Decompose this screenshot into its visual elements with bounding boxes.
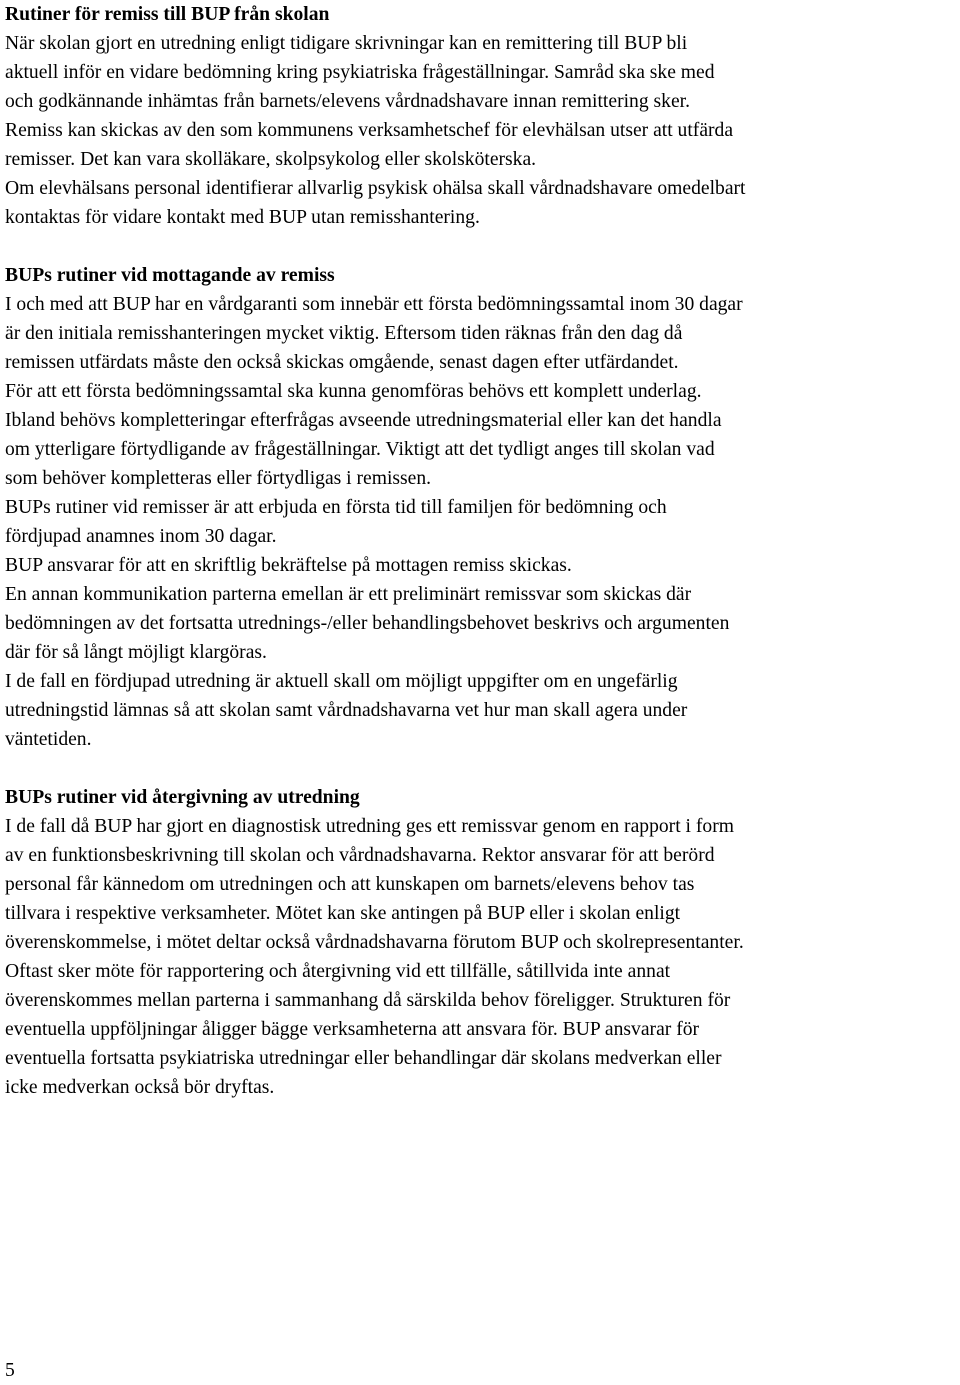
paragraph-line: av en funktionsbeskrivning till skolan och vårdnadshavarna. Rektor ansvarar för att berörd xyxy=(5,845,715,866)
paragraph-line: väntetiden. xyxy=(5,729,92,750)
paragraph-line: I de fall då BUP har gjort en diagnostisk utredning ges ett remissvar genom en rapport i form xyxy=(5,816,734,837)
paragraph-line: utredningstid lämnas så att skolan samt vårdnadshavarna vet hur man skall agera under xyxy=(5,700,688,721)
paragraph-line: Om elevhälsans personal identifierar allvarlig psykisk ohälsa skall vårdnadshavare omedelbart xyxy=(5,178,746,199)
paragraph-line: kontaktas för vidare kontakt med BUP utan remisshantering. xyxy=(5,207,480,228)
paragraph-line: För att ett första bedömningssamtal ska kunna genomföras behövs ett komplett underlag. xyxy=(5,381,702,402)
paragraph-line: överenskommes mellan parterna i sammanhang då särskilda behov föreligger. Strukturen för xyxy=(5,990,731,1011)
paragraph-line: Ibland behövs kompletteringar efterfrågas avseende utredningsmaterial eller kan det handla xyxy=(5,410,722,431)
paragraph-line: BUPs rutiner vid remisser är att erbjuda en första tid till familjen för bedömning och xyxy=(5,497,667,518)
paragraph-line: där för så långt möjligt klargöras. xyxy=(5,642,267,663)
paragraph-line: är den initiala remisshanteringen mycket viktig. Eftersom tiden räknas från den dag då xyxy=(5,323,683,344)
paragraph-line: eventuella uppföljningar åligger bägge verksamheterna att ansvara för. BUP ansvarar för xyxy=(5,1019,700,1040)
paragraph-line: Remiss kan skickas av den som kommunens verksamhetschef för elevhälsan utser att utfärda xyxy=(5,120,734,141)
paragraph-line: Oftast sker möte för rapportering och återgivning vid ett tillfälle, såtillvida inte annat xyxy=(5,961,671,982)
paragraph-line: som behöver kompletteras eller förtydligas i remissen. xyxy=(5,468,432,489)
paragraph-line: tillvara i respektive verksamheter. Mötet kan ske antingen på BUP eller i skolan enligt xyxy=(5,903,681,924)
paragraph-line: och godkännande inhämtas från barnets/elevens vårdnadshavare innan remittering sker. xyxy=(5,91,690,112)
paragraph-line: remissen utfärdats måste den också skickas omgående, senast dagen efter utfärdandet. xyxy=(5,352,679,373)
section-heading: Rutiner för remiss till BUP från skolan xyxy=(5,4,330,25)
section-mottagande-av-remiss xyxy=(5,261,957,754)
paragraph-line: En annan kommunikation parterna emellan är ett preliminärt remissvar som skickas där xyxy=(5,584,692,605)
paragraph-line: icke medverkan också bör dryftas. xyxy=(5,1077,275,1098)
document-page xyxy=(5,0,957,1102)
paragraph-line: remisser. Det kan vara skolläkare, skolpsykolog eller skolsköterska. xyxy=(5,149,537,170)
paragraph-line: överenskommelse, i mötet deltar också vårdnadshavarna förutom BUP och skolrepresentanter. xyxy=(5,932,744,953)
paragraph-line: personal får kännedom om utredningen och att kunskapen om barnets/elevens behov tas xyxy=(5,874,695,895)
paragraph-line: bedömningen av det fortsatta utrednings-/eller behandlingsbehovet beskrivs och argumenten xyxy=(5,613,730,634)
paragraph-line: aktuell inför en vidare bedömning kring psykiatriska frågeställningar. Samråd ska ske med xyxy=(5,62,715,83)
paragraph-line: eventuella fortsatta psykiatriska utredningar eller behandlingar där skolans medverkan eller xyxy=(5,1048,722,1069)
section-atergivning-av-utredning xyxy=(5,783,957,1102)
section-heading: BUPs rutiner vid mottagande av remiss xyxy=(5,265,335,286)
paragraph-line: I de fall en fördjupad utredning är aktuell skall om möjligt uppgifter om en ungefärlig xyxy=(5,671,678,692)
paragraph-line: om ytterligare förtydligande av frågeställningar. Viktigt att det tydligt anges till skolan vad xyxy=(5,439,715,460)
paragraph-line: I och med att BUP har en vårdgaranti som innebär ett första bedömningssamtal inom 30 dagar xyxy=(5,294,743,315)
paragraph-line: fördjupad anamnes inom 30 dagar. xyxy=(5,526,277,547)
paragraph-line: BUP ansvarar för att en skriftlig bekräftelse på mottagen remiss skickas. xyxy=(5,555,572,576)
paragraph-line: När skolan gjort en utredning enligt tidigare skrivningar kan en remittering till BUP bli xyxy=(5,33,688,54)
page-number: 5 xyxy=(5,1360,15,1381)
section-remiss-fran-skolan xyxy=(5,0,957,232)
section-heading: BUPs rutiner vid återgivning av utredning xyxy=(5,787,360,808)
